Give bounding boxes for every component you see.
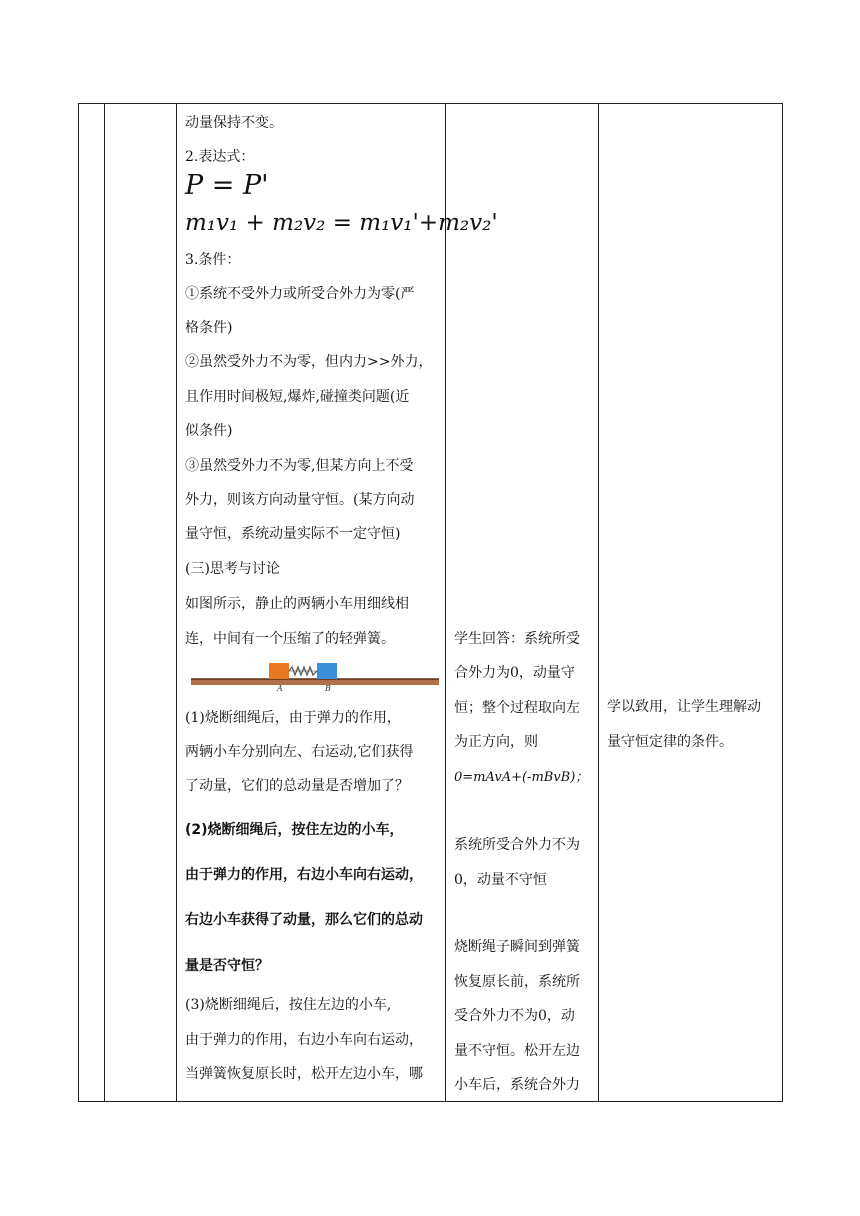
column-divider <box>104 104 105 1101</box>
text-line: 似条件) <box>185 423 233 439</box>
fig-label-b: B <box>325 684 331 693</box>
cart-a <box>269 663 289 679</box>
text-line: 量是否守恒？ <box>185 958 269 974</box>
two-carts-spring-figure <box>191 659 439 693</box>
text-line: 由于弹力的作用，右边小车向右运动， <box>185 1032 423 1048</box>
formula-text: m₁v₁ + m₂v₂ = m₁v₁'+m₂v₂' <box>185 210 498 236</box>
column-divider <box>598 104 599 1101</box>
column-divider <box>176 104 177 1101</box>
text-line: 右边小车获得了动量，那么它们的总动 <box>185 912 423 928</box>
text-line: 由于弹力的作用，右边小车向右运动， <box>185 867 423 883</box>
ground-strip <box>191 679 439 685</box>
text-line: 量守恒定律的条件。 <box>607 734 733 750</box>
answer-formula: 0=mAvA+(-mBvB)； <box>454 770 589 785</box>
text-line: 量不守恒。松开左边 <box>454 1043 580 1059</box>
text-line: 且作用时间极短,爆炸,碰撞类问题(近 <box>185 389 410 405</box>
lesson-table <box>78 103 783 1102</box>
text-line: (2)烧断细绳后，按住左边的小车， <box>185 822 404 838</box>
text-line: 受合外力不为0，动 <box>454 1008 575 1024</box>
text-line: 恢复原长前，系统所 <box>454 974 580 990</box>
text-line: 为正方向，则 <box>454 734 538 750</box>
formula-text: P = P' <box>185 170 269 201</box>
text-line: (1)烧断细绳后，由于弹力的作用， <box>185 710 401 726</box>
column-divider <box>445 104 446 1101</box>
text-line: 烧断绳子瞬间到弹簧 <box>454 939 580 955</box>
design-intent-cell <box>607 104 779 1101</box>
text-line: 小车后，系统合外力 <box>454 1077 580 1093</box>
section-heading: 3.条件： <box>185 252 241 268</box>
text-line: 当弹簧恢复原长时，松开左边小车，哪 <box>185 1066 423 1082</box>
text-line: 恒；整个过程取向左 <box>454 700 580 716</box>
section-heading: (三)思考与讨论 <box>185 561 280 577</box>
text-line: 如图所示，静止的两辆小车用细线相 <box>185 596 409 612</box>
text-line: 量守恒，系统动量实际不一定守恒) <box>185 526 401 542</box>
text-line: 了动量，它们的总动量是否增加了？ <box>185 778 409 794</box>
text-line: 外力，则该方向动量守恒。(某方向动 <box>185 492 415 508</box>
text-line: 0，动量不守恒 <box>454 872 547 888</box>
fig-label-a: A <box>277 684 283 693</box>
text-line: 格条件) <box>185 320 233 336</box>
text-line: (3)烧断细绳后，按住左边的小车, <box>185 997 392 1013</box>
text-line: 连，中间有一个压缩了的轻弹簧。 <box>185 631 395 647</box>
text-line: ②虽然受外力不为零，但内力>>外力， <box>185 354 433 370</box>
text-line: 动量保持不变。 <box>185 115 283 131</box>
text-line: 系统所受合外力不为 <box>454 837 580 853</box>
text-line: 两辆小车分别向左、右运动,它们获得 <box>185 744 414 760</box>
momentum-formula-2 <box>185 210 498 236</box>
text-line: ③虽然受外力不为零,但某方向上不受 <box>185 458 414 474</box>
text-line: ①系统不受外力或所受合外力为零(严 <box>185 286 415 302</box>
cart-b <box>317 663 337 679</box>
momentum-formula-1 <box>185 170 269 201</box>
text-line: 学生回答：系统所受 <box>454 631 580 647</box>
text-line: 学以致用，让学生理解动 <box>607 699 761 715</box>
section-heading: 2.表达式： <box>185 149 255 165</box>
student-answer-cell <box>454 104 597 1101</box>
text-line: 合外力为0，动量守 <box>454 665 575 681</box>
